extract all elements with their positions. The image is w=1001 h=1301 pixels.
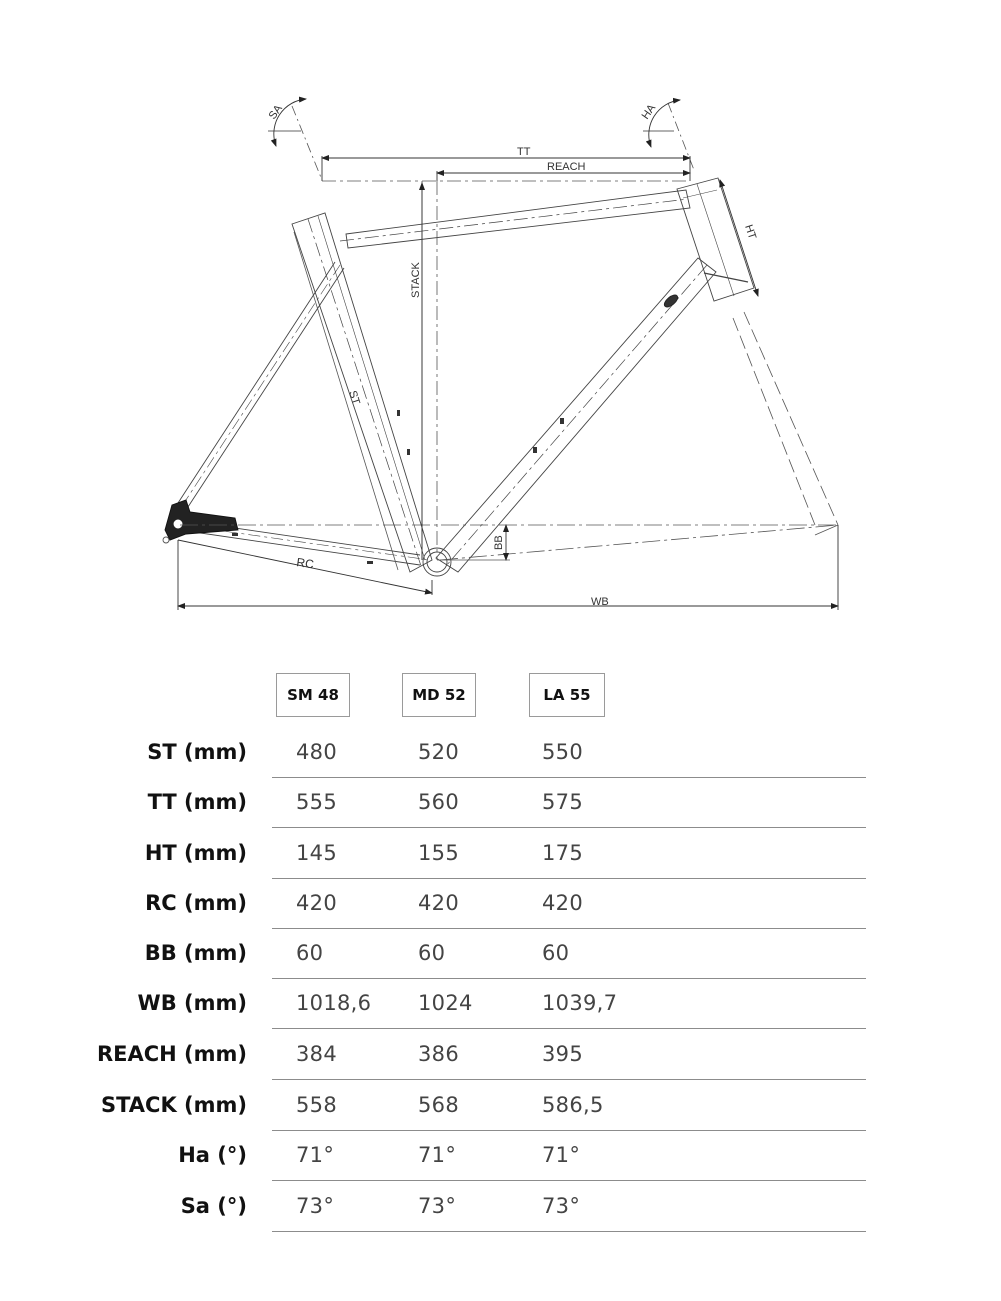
value-md52: 1024 [418,991,473,1015]
value-la55: 1039,7 [542,991,618,1015]
tt-label: TT [517,146,531,158]
table-row-bb [0,928,1001,978]
top-tube [340,190,690,248]
value-sm48: 1018,6 [296,991,372,1015]
value-sm48: 555 [296,790,337,814]
value-sm48: 558 [296,1093,337,1117]
reach-label: REACH [547,161,586,173]
stack-label: STACK [410,262,422,298]
value-sm48: 60 [296,941,324,965]
value-md52: 520 [418,740,459,764]
table-row-stack [0,1080,1001,1130]
table-row-st [0,727,1001,777]
row-label: TT (mm) [147,790,247,814]
table-row-tt [0,777,1001,827]
table-row-rc [0,878,1001,928]
row-label: WB (mm) [137,991,247,1015]
value-md52: 73° [418,1194,457,1218]
ha-label: HA [639,102,659,122]
value-md52: 568 [418,1093,459,1117]
size-header-md52: MD 52 [402,673,476,717]
row-label: ST (mm) [147,740,247,764]
ht-label: HT [742,223,759,241]
value-md52: 71° [418,1143,457,1167]
row-label: STACK (mm) [100,1093,247,1117]
value-md52: 386 [418,1042,459,1066]
value-sm48: 384 [296,1042,337,1066]
value-sm48: 73° [296,1194,335,1218]
bb-label: BB [493,535,505,550]
value-la55: 586,5 [542,1093,604,1117]
table-row-reach [0,1029,1001,1079]
value-sm48: 71° [296,1143,335,1167]
table-row-sa [0,1181,1001,1231]
value-md52: 155 [418,841,459,865]
value-la55: 550 [542,740,583,764]
bottom-bracket [423,548,451,576]
value-md52: 420 [418,891,459,915]
value-la55: 60 [542,941,570,965]
size-header-sm48: SM 48 [276,673,350,717]
value-sm48: 480 [296,740,337,764]
row-label: BB (mm) [144,941,247,965]
value-la55: 575 [542,790,583,814]
head-tube [677,178,754,301]
seat-stay [178,262,344,510]
value-sm48: 145 [296,841,337,865]
value-la55: 73° [542,1194,581,1218]
table-row-wb [0,978,1001,1028]
value-la55: 395 [542,1042,583,1066]
row-label: Sa (°) [180,1194,247,1218]
table-row-ht [0,828,1001,878]
row-label: HT (mm) [144,841,247,865]
row-divider [272,1231,866,1232]
table-row-ha [0,1130,1001,1180]
value-la55: 175 [542,841,583,865]
row-label: Ha (°) [178,1143,247,1167]
value-la55: 420 [542,891,583,915]
frame-geometry-drawing [0,0,1001,640]
value-la55: 71° [542,1143,581,1167]
value-sm48: 420 [296,891,337,915]
value-md52: 560 [418,790,459,814]
st-label: ST [346,389,362,407]
size-header-la55: LA 55 [529,673,605,717]
rc-label: RC [295,555,315,572]
wb-label: WB [591,596,609,608]
row-label: RC (mm) [145,891,247,915]
sa-label: SA [266,102,285,122]
row-label: REACH (mm) [96,1042,247,1066]
value-md52: 60 [418,941,446,965]
